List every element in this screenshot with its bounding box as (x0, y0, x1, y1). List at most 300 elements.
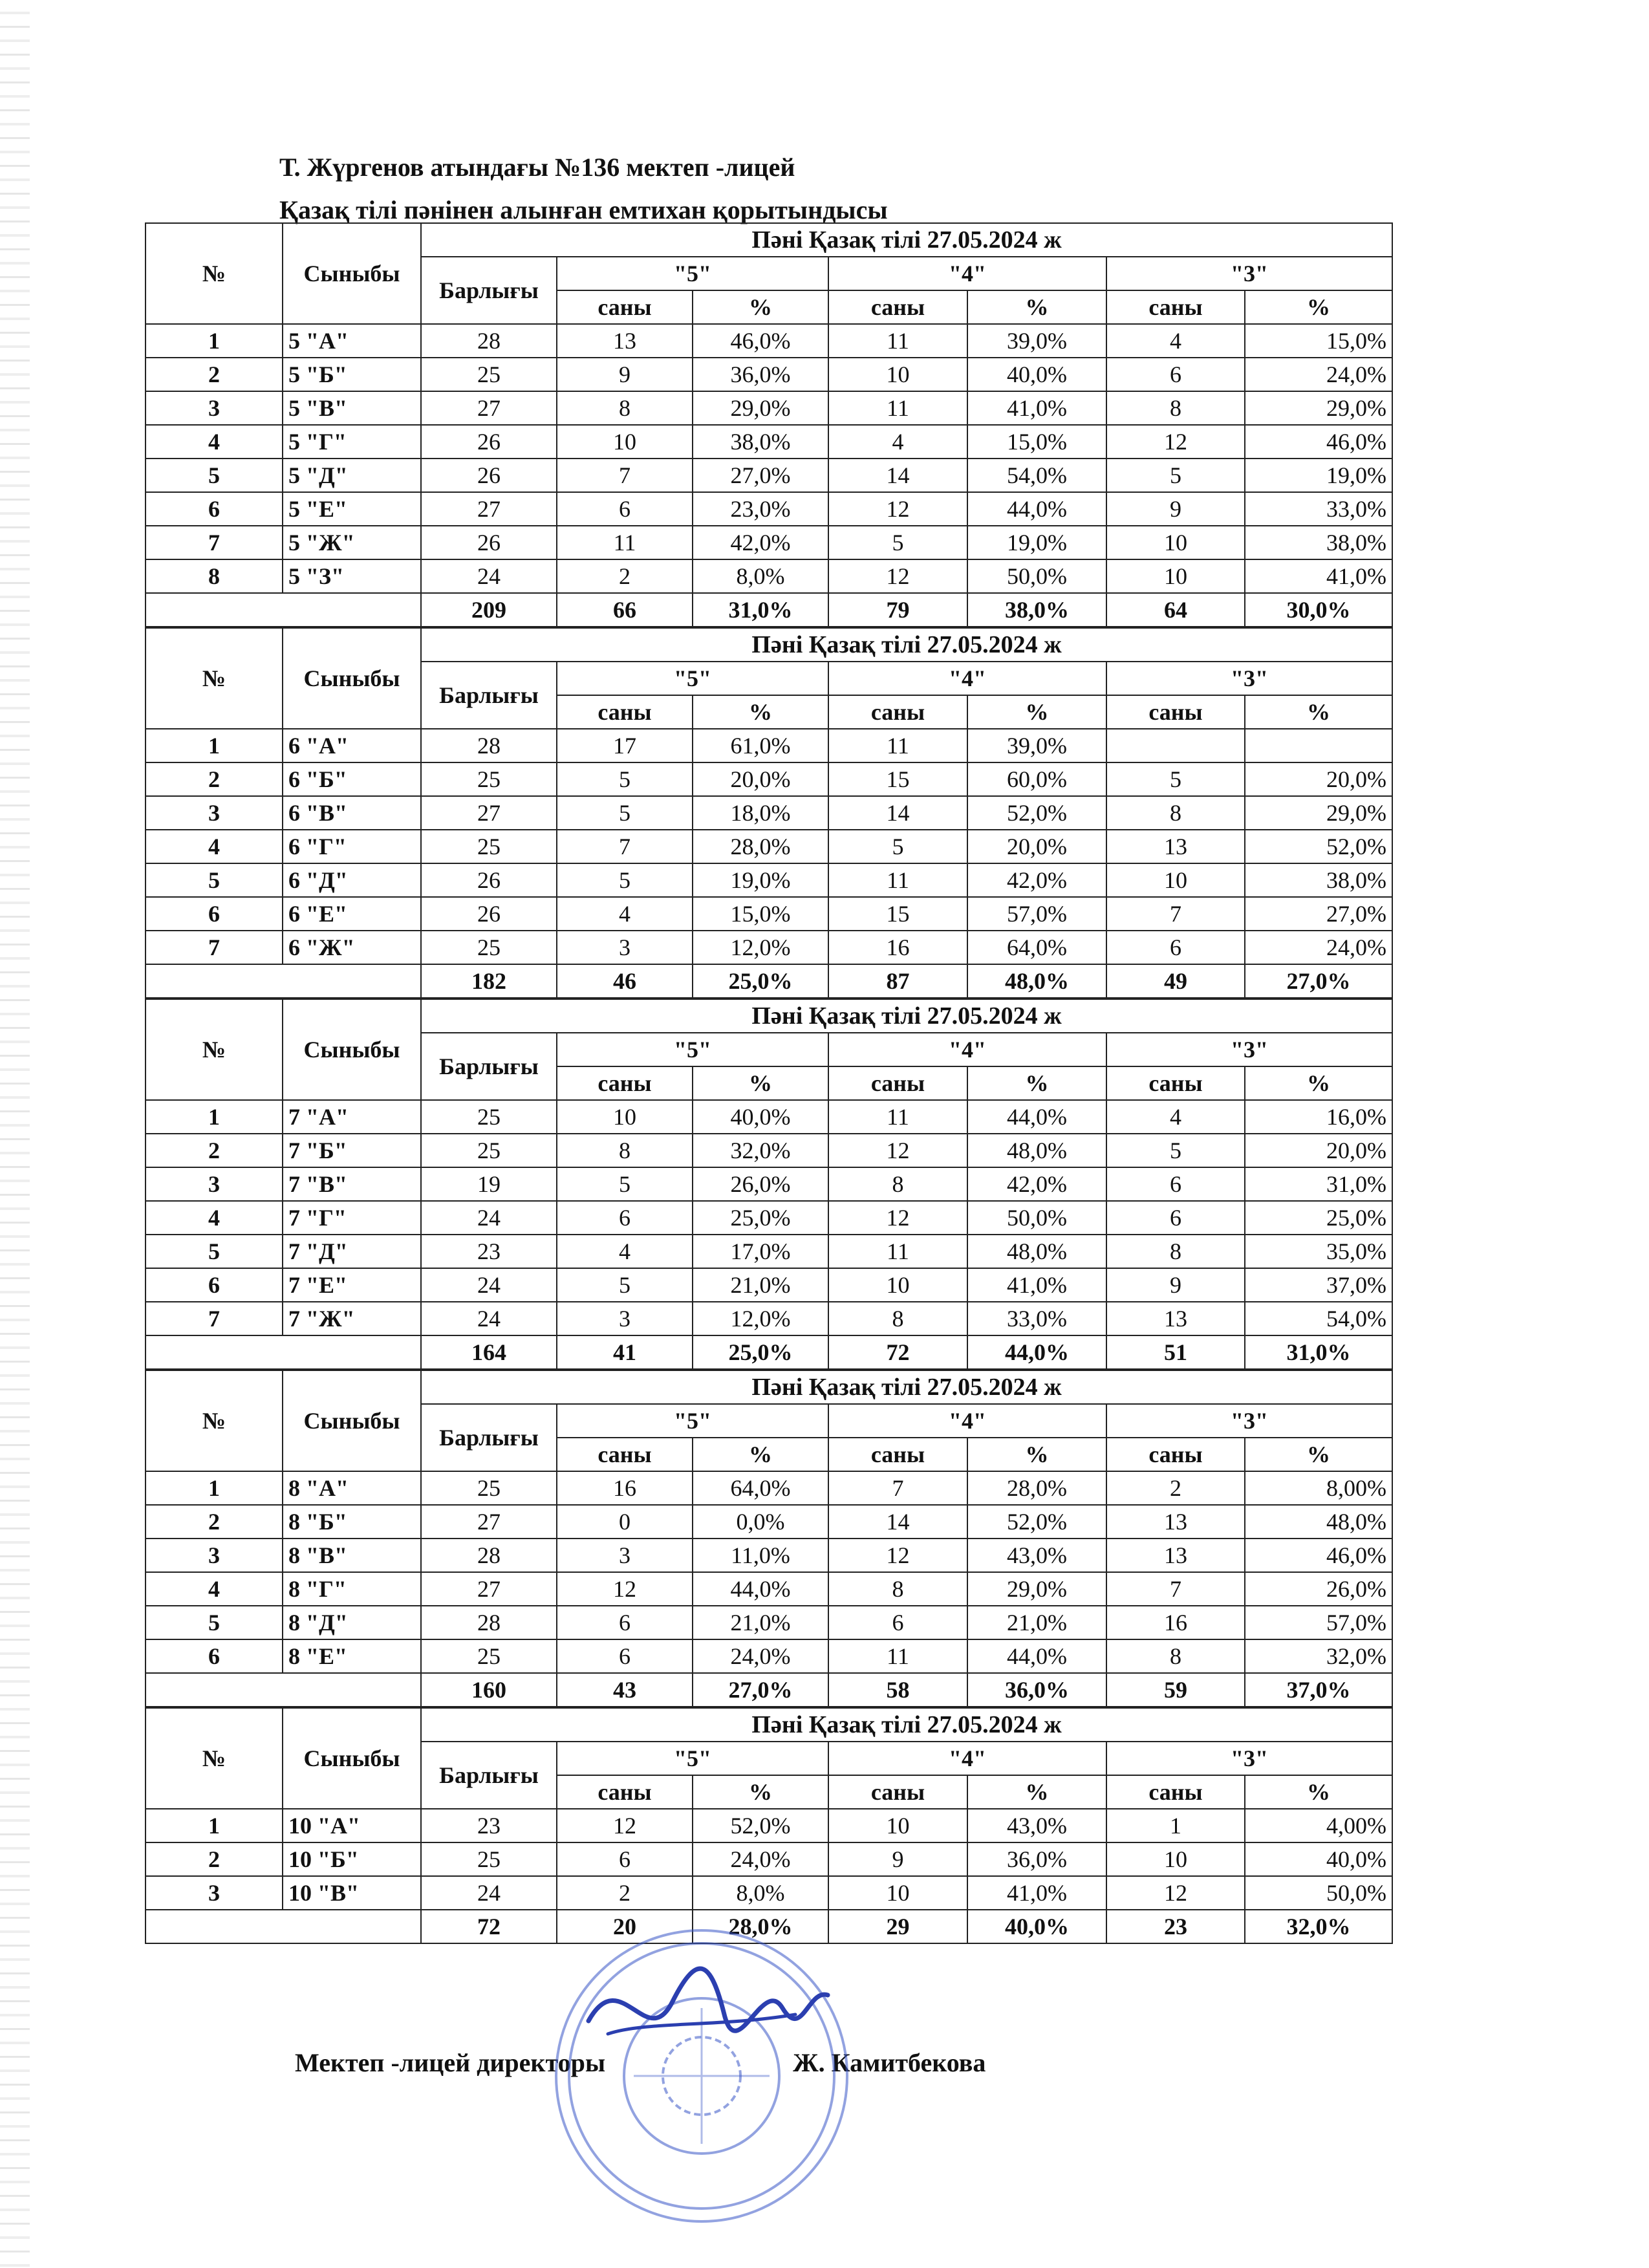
column-header-grade-5: "5" (557, 662, 828, 695)
value-cell: 4 (828, 425, 967, 459)
value-cell: 8 (828, 1572, 967, 1606)
table-total-row (146, 964, 1392, 998)
value-cell: 40,0% (1245, 1842, 1392, 1876)
value-cell: 12,0% (693, 931, 828, 964)
total-value-cell: 36,0% (967, 1673, 1106, 1707)
value-cell: 12 (557, 1572, 693, 1606)
row-number: 4 (146, 1201, 283, 1235)
total-value-cell: 72 (828, 1335, 967, 1369)
value-cell: 7 (828, 1471, 967, 1505)
value-cell: 10 (828, 358, 967, 391)
value-cell: 4 (557, 1235, 693, 1268)
value-cell: 0 (557, 1505, 693, 1539)
value-cell: 52,0% (1245, 830, 1392, 863)
value-cell: 26 (421, 863, 557, 897)
value-cell: 5 (557, 1167, 693, 1201)
total-empty-cell (146, 964, 421, 998)
row-number: 8 (146, 559, 283, 593)
value-cell: 41,0% (967, 1876, 1106, 1910)
value-cell: 29,0% (1245, 796, 1392, 830)
school-title: Т. Жүргенов атындағы №136 мектеп -лицей (279, 153, 795, 182)
value-cell: 9 (1106, 1268, 1245, 1302)
row-number: 6 (146, 492, 283, 526)
value-cell: 37,0% (1245, 1268, 1392, 1302)
value-cell: 11 (828, 1100, 967, 1134)
table-row (146, 1842, 1392, 1876)
column-header-total: Барлығы (421, 662, 557, 729)
value-cell: 46,0% (1245, 425, 1392, 459)
grade-table (145, 627, 1393, 999)
value-cell: 27 (421, 391, 557, 425)
value-cell: 27 (421, 1505, 557, 1539)
value-cell: 44,0% (967, 492, 1106, 526)
value-cell: 4,00% (1245, 1809, 1392, 1842)
value-cell: 24,0% (1245, 931, 1392, 964)
value-cell: 10 (1106, 863, 1245, 897)
value-cell: 21,0% (693, 1268, 828, 1302)
value-cell: 24 (421, 1268, 557, 1302)
value-cell: 57,0% (1245, 1606, 1392, 1639)
subject-date-header: Пәні Қазақ тілі 27.05.2024 ж (421, 1370, 1392, 1404)
row-number: 6 (146, 1639, 283, 1673)
value-cell: 8,0% (693, 1876, 828, 1910)
value-cell: 50,0% (1245, 1876, 1392, 1910)
column-header-total: Барлығы (421, 1404, 557, 1471)
value-cell: 2 (557, 1876, 693, 1910)
column-header-grade-3: "3" (1106, 1033, 1392, 1066)
value-cell: 10 (557, 1100, 693, 1134)
table-row (146, 425, 1392, 459)
total-value-cell: 182 (421, 964, 557, 998)
column-header-count: саны (557, 1775, 693, 1809)
column-header-total: Барлығы (421, 1033, 557, 1100)
value-cell: 26 (421, 526, 557, 559)
scan-edge-artifact (0, 0, 30, 2268)
table-row (146, 830, 1392, 863)
table-row (146, 1201, 1392, 1235)
value-cell: 48,0% (1245, 1505, 1392, 1539)
value-cell: 40,0% (693, 1100, 828, 1134)
value-cell: 8 (828, 1167, 967, 1201)
column-header-count: саны (1106, 1438, 1245, 1471)
column-header-percent: % (1245, 1066, 1392, 1100)
value-cell: 48,0% (967, 1134, 1106, 1167)
value-cell: 11 (828, 1235, 967, 1268)
value-cell: 8 (557, 1134, 693, 1167)
value-cell: 6 (1106, 1167, 1245, 1201)
value-cell: 5 (1106, 1134, 1245, 1167)
total-value-cell: 28,0% (693, 1910, 828, 1943)
table-header-row (146, 999, 1392, 1033)
subject-date-header: Пәні Қазақ тілі 27.05.2024 ж (421, 1708, 1392, 1742)
value-cell: 10 (557, 425, 693, 459)
table-row (146, 1134, 1392, 1167)
total-value-cell: 58 (828, 1673, 967, 1707)
value-cell: 28 (421, 729, 557, 762)
table-row (146, 1268, 1392, 1302)
subject-date-header: Пәні Қазақ тілі 27.05.2024 ж (421, 223, 1392, 257)
value-cell (1106, 729, 1245, 762)
column-header-class: Сыныбы (283, 1708, 421, 1809)
class-name: 6 "Ж" (283, 931, 421, 964)
table-row (146, 391, 1392, 425)
value-cell: 25 (421, 1100, 557, 1134)
value-cell: 28 (421, 324, 557, 358)
value-cell: 33,0% (1245, 492, 1392, 526)
value-cell: 1 (1106, 1809, 1245, 1842)
value-cell: 25 (421, 1842, 557, 1876)
value-cell: 24 (421, 1876, 557, 1910)
value-cell: 28 (421, 1606, 557, 1639)
value-cell: 26 (421, 459, 557, 492)
value-cell: 42,0% (967, 1167, 1106, 1201)
class-name: 6 "Г" (283, 830, 421, 863)
row-number: 4 (146, 425, 283, 459)
column-header-percent: % (1245, 695, 1392, 729)
column-header-grade-4: "4" (828, 257, 1106, 290)
value-cell: 12 (828, 1134, 967, 1167)
row-number: 1 (146, 729, 283, 762)
value-cell: 16,0% (1245, 1100, 1392, 1134)
value-cell: 15,0% (1245, 324, 1392, 358)
value-cell: 11,0% (693, 1539, 828, 1572)
column-header-count: саны (828, 1438, 967, 1471)
value-cell: 11 (828, 1639, 967, 1673)
total-value-cell: 44,0% (967, 1335, 1106, 1369)
value-cell: 13 (1106, 1302, 1245, 1335)
row-number: 1 (146, 1100, 283, 1134)
value-cell: 5 (1106, 459, 1245, 492)
value-cell: 35,0% (1245, 1235, 1392, 1268)
value-cell: 17,0% (693, 1235, 828, 1268)
value-cell: 19,0% (967, 526, 1106, 559)
total-value-cell: 66 (557, 593, 693, 627)
total-value-cell: 20 (557, 1910, 693, 1943)
value-cell: 10 (828, 1268, 967, 1302)
column-header-count: саны (1106, 1775, 1245, 1809)
class-name: 5 "Б" (283, 358, 421, 391)
column-header-count: саны (557, 695, 693, 729)
value-cell: 15 (828, 762, 967, 796)
column-header-total: Барлығы (421, 257, 557, 324)
value-cell: 0,0% (693, 1505, 828, 1539)
value-cell: 20,0% (967, 830, 1106, 863)
value-cell: 46,0% (693, 324, 828, 358)
value-cell: 25,0% (1245, 1201, 1392, 1235)
total-value-cell: 164 (421, 1335, 557, 1369)
value-cell: 4 (557, 897, 693, 931)
value-cell: 11 (828, 863, 967, 897)
column-header-class: Сыныбы (283, 999, 421, 1100)
class-name: 5 "А" (283, 324, 421, 358)
value-cell: 52,0% (967, 796, 1106, 830)
value-cell (1245, 729, 1392, 762)
value-cell: 12 (828, 1201, 967, 1235)
total-empty-cell (146, 1673, 421, 1707)
value-cell: 44,0% (967, 1639, 1106, 1673)
value-cell: 52,0% (693, 1809, 828, 1842)
value-cell: 21,0% (967, 1606, 1106, 1639)
value-cell: 8 (1106, 391, 1245, 425)
value-cell: 19 (421, 1167, 557, 1201)
value-cell: 60,0% (967, 762, 1106, 796)
class-name: 8 "А" (283, 1471, 421, 1505)
value-cell: 9 (1106, 492, 1245, 526)
total-value-cell: 48,0% (967, 964, 1106, 998)
table-row (146, 492, 1392, 526)
value-cell: 6 (1106, 931, 1245, 964)
value-cell: 42,0% (693, 526, 828, 559)
column-header-percent: % (1245, 1775, 1392, 1809)
table-row (146, 931, 1392, 964)
value-cell: 12 (1106, 1876, 1245, 1910)
class-name: 6 "А" (283, 729, 421, 762)
class-name: 10 "А" (283, 1809, 421, 1842)
column-header-grade-3: "3" (1106, 1404, 1392, 1438)
value-cell: 8,00% (1245, 1471, 1392, 1505)
class-name: 8 "Б" (283, 1505, 421, 1539)
results-tables (145, 222, 1392, 1944)
value-cell: 12 (1106, 425, 1245, 459)
row-number: 5 (146, 1235, 283, 1268)
value-cell: 25 (421, 762, 557, 796)
subject-date-header: Пәні Қазақ тілі 27.05.2024 ж (421, 999, 1392, 1033)
total-value-cell: 25,0% (693, 964, 828, 998)
value-cell: 19,0% (693, 863, 828, 897)
table-row (146, 1606, 1392, 1639)
value-cell: 38,0% (693, 425, 828, 459)
value-cell: 18,0% (693, 796, 828, 830)
table-row (146, 897, 1392, 931)
class-name: 5 "В" (283, 391, 421, 425)
column-header-count: саны (557, 1066, 693, 1100)
value-cell: 10 (828, 1876, 967, 1910)
column-header-percent: % (693, 1438, 828, 1471)
table-total-row (146, 1335, 1392, 1369)
value-cell: 9 (828, 1842, 967, 1876)
value-cell: 25 (421, 1639, 557, 1673)
value-cell: 13 (1106, 1539, 1245, 1572)
column-header-percent: % (1245, 1438, 1392, 1471)
value-cell: 24 (421, 1201, 557, 1235)
value-cell: 6 (1106, 358, 1245, 391)
total-value-cell: 32,0% (1245, 1910, 1392, 1943)
class-name: 6 "Д" (283, 863, 421, 897)
total-value-cell: 72 (421, 1910, 557, 1943)
value-cell: 16 (828, 931, 967, 964)
value-cell: 14 (828, 459, 967, 492)
value-cell: 48,0% (967, 1235, 1106, 1268)
value-cell: 5 (828, 526, 967, 559)
value-cell: 2 (1106, 1471, 1245, 1505)
column-header-percent: % (967, 1775, 1106, 1809)
column-header-percent: % (693, 290, 828, 324)
row-number: 7 (146, 931, 283, 964)
value-cell: 24 (421, 559, 557, 593)
class-name: 8 "Е" (283, 1639, 421, 1673)
value-cell: 41,0% (967, 1268, 1106, 1302)
value-cell: 25 (421, 358, 557, 391)
total-value-cell: 25,0% (693, 1335, 828, 1369)
value-cell: 26,0% (693, 1167, 828, 1201)
value-cell: 64,0% (967, 931, 1106, 964)
table-header-row (146, 1370, 1392, 1404)
value-cell: 24 (421, 1302, 557, 1335)
value-cell: 32,0% (1245, 1639, 1392, 1673)
value-cell: 61,0% (693, 729, 828, 762)
total-empty-cell (146, 593, 421, 627)
row-number: 2 (146, 1842, 283, 1876)
value-cell: 36,0% (693, 358, 828, 391)
table-row (146, 762, 1392, 796)
value-cell: 5 (1106, 762, 1245, 796)
row-number: 3 (146, 1167, 283, 1201)
row-number: 2 (146, 762, 283, 796)
class-name: 8 "Д" (283, 1606, 421, 1639)
column-header-grade-5: "5" (557, 1404, 828, 1438)
column-header-class: Сыныбы (283, 628, 421, 729)
class-name: 5 "Г" (283, 425, 421, 459)
class-name: 10 "В" (283, 1876, 421, 1910)
value-cell: 11 (557, 526, 693, 559)
value-cell: 28,0% (967, 1471, 1106, 1505)
total-value-cell: 38,0% (967, 593, 1106, 627)
value-cell: 6 (557, 492, 693, 526)
value-cell: 29,0% (693, 391, 828, 425)
table-row (146, 1235, 1392, 1268)
value-cell: 50,0% (967, 1201, 1106, 1235)
column-header-grade-3: "3" (1106, 1742, 1392, 1775)
document-header (279, 146, 888, 232)
class-name: 6 "Е" (283, 897, 421, 931)
class-name: 7 "Ж" (283, 1302, 421, 1335)
class-name: 5 "Ж" (283, 526, 421, 559)
value-cell: 27,0% (1245, 897, 1392, 931)
total-value-cell: 41 (557, 1335, 693, 1369)
class-name: 10 "Б" (283, 1842, 421, 1876)
value-cell: 33,0% (967, 1302, 1106, 1335)
value-cell: 54,0% (1245, 1302, 1392, 1335)
value-cell: 16 (557, 1471, 693, 1505)
table-total-row (146, 593, 1392, 627)
value-cell: 8 (828, 1302, 967, 1335)
value-cell: 3 (557, 1302, 693, 1335)
value-cell: 10 (828, 1809, 967, 1842)
value-cell: 29,0% (1245, 391, 1392, 425)
table-total-row (146, 1673, 1392, 1707)
value-cell: 25 (421, 1471, 557, 1505)
table-row (146, 1505, 1392, 1539)
value-cell: 20,0% (693, 762, 828, 796)
row-number: 7 (146, 1302, 283, 1335)
value-cell: 8,0% (693, 559, 828, 593)
value-cell: 3 (557, 931, 693, 964)
table-row (146, 729, 1392, 762)
value-cell: 6 (557, 1201, 693, 1235)
column-header-count: саны (828, 695, 967, 729)
value-cell: 38,0% (1245, 526, 1392, 559)
value-cell: 3 (557, 1539, 693, 1572)
row-number: 5 (146, 1606, 283, 1639)
value-cell: 12,0% (693, 1302, 828, 1335)
total-value-cell: 27,0% (693, 1673, 828, 1707)
value-cell: 5 (557, 1268, 693, 1302)
row-number: 3 (146, 1539, 283, 1572)
row-number: 1 (146, 324, 283, 358)
column-header-percent: % (693, 1775, 828, 1809)
table-row (146, 1876, 1392, 1910)
column-header-percent: % (1245, 290, 1392, 324)
value-cell: 25 (421, 931, 557, 964)
class-name: 5 "Д" (283, 459, 421, 492)
value-cell: 7 (1106, 1572, 1245, 1606)
row-number: 4 (146, 1572, 283, 1606)
value-cell: 9 (557, 358, 693, 391)
column-header-percent: % (967, 290, 1106, 324)
value-cell: 41,0% (967, 391, 1106, 425)
value-cell: 57,0% (967, 897, 1106, 931)
value-cell: 10 (1106, 559, 1245, 593)
table-row (146, 358, 1392, 391)
column-header-class: Сыныбы (283, 223, 421, 324)
value-cell: 5 (828, 830, 967, 863)
column-header-percent: % (967, 695, 1106, 729)
table-row (146, 1302, 1392, 1335)
row-number: 4 (146, 830, 283, 863)
column-header-percent: % (967, 1438, 1106, 1471)
column-header-count: саны (828, 290, 967, 324)
value-cell: 21,0% (693, 1606, 828, 1639)
row-number: 2 (146, 1134, 283, 1167)
table-row (146, 459, 1392, 492)
total-value-cell: 43 (557, 1673, 693, 1707)
total-value-cell: 31,0% (1245, 1335, 1392, 1369)
value-cell: 6 (557, 1639, 693, 1673)
value-cell: 14 (828, 796, 967, 830)
value-cell: 15,0% (693, 897, 828, 931)
row-number: 3 (146, 391, 283, 425)
row-number: 3 (146, 796, 283, 830)
column-header-percent: % (693, 695, 828, 729)
value-cell: 7 (557, 830, 693, 863)
value-cell: 19,0% (1245, 459, 1392, 492)
value-cell: 8 (1106, 796, 1245, 830)
table-row (146, 1639, 1392, 1673)
grade-table (145, 1370, 1393, 1707)
value-cell: 27 (421, 492, 557, 526)
value-cell: 15 (828, 897, 967, 931)
total-value-cell: 27,0% (1245, 964, 1392, 998)
total-value-cell: 40,0% (967, 1910, 1106, 1943)
total-value-cell: 23 (1106, 1910, 1245, 1943)
class-name: 7 "В" (283, 1167, 421, 1201)
value-cell: 11 (828, 729, 967, 762)
table-row (146, 1167, 1392, 1201)
table-row (146, 1471, 1392, 1505)
table-row (146, 526, 1392, 559)
value-cell: 2 (557, 559, 693, 593)
value-cell: 40,0% (967, 358, 1106, 391)
column-header-grade-4: "4" (828, 1033, 1106, 1066)
value-cell: 26 (421, 425, 557, 459)
value-cell: 41,0% (1245, 559, 1392, 593)
grade-table (145, 999, 1393, 1370)
value-cell: 25 (421, 830, 557, 863)
value-cell: 7 (1106, 897, 1245, 931)
column-header-number: № (146, 999, 283, 1100)
value-cell: 11 (828, 324, 967, 358)
value-cell: 14 (828, 1505, 967, 1539)
